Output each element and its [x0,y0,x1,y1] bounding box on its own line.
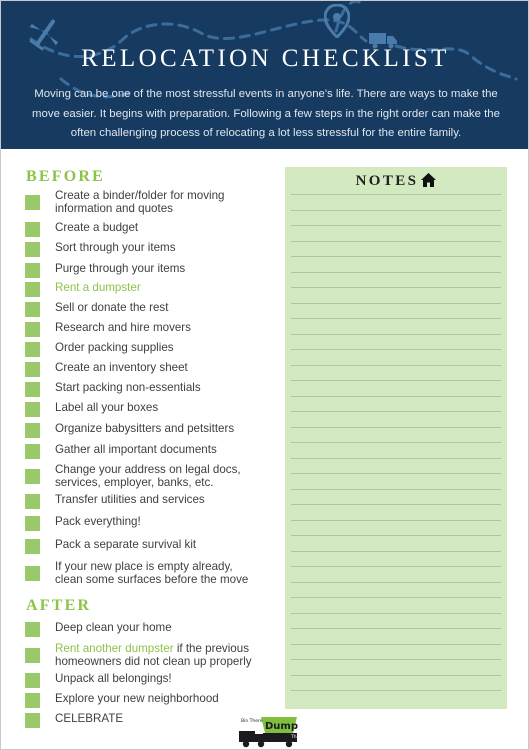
checklist-item-label [55,539,196,552]
notes-line [291,535,501,536]
label-text: Organize babysitters and petsitters [55,422,235,435]
label-text: Start packing non-essentials [55,381,201,394]
notes-title-text: NOTES [355,173,419,189]
notes-line [291,380,501,381]
label-text: Deep clean your home [55,621,172,634]
checkbox[interactable] [25,263,40,278]
checklist-item-label [55,302,168,315]
intro-paragraph: Moving can be one of the most stressful events in anyone's life. There are ways to make the move easier. It begins with preparation. Following a few steps in the right order can make the often challenging process of relocating a lot less stressful for the entire family. [32,88,500,139]
svg-text:Bin There: Bin There [241,719,263,724]
checklist-item-label [55,222,138,235]
checkbox[interactable] [25,342,40,357]
notes-line [291,241,501,242]
after-heading: AFTER [26,597,92,614]
notes-line [291,334,501,335]
page-title: RELOCATION CHECKLIST [81,45,450,72]
highlighted-text: Rent another dumpster [55,642,174,655]
checkbox[interactable] [25,713,40,728]
notes-line [291,473,501,474]
notes-line [291,597,501,598]
label-text: Research and hire movers [55,321,191,334]
notes-line [291,613,501,614]
notes-line [291,582,501,583]
label-text: Rent a dumpster [55,281,141,294]
label-text: Label all your boxes [55,401,159,414]
checkbox[interactable] [25,539,40,554]
notes-line [291,272,501,273]
checkbox[interactable] [25,693,40,708]
notes-panel [285,167,507,709]
checklist-item-label [55,342,174,355]
label-text: Pack a separate survival kit [55,538,197,551]
checkbox[interactable] [25,673,40,688]
notes-line [291,365,501,366]
label-text-line2: information and quotes [55,201,173,215]
label-text: Create an inventory sheet [55,361,188,374]
checklist-item-label [55,713,123,726]
checklist-item-label [55,643,252,668]
label-text: CELEBRATE [55,712,124,725]
svg-text:That: That [291,735,302,740]
checklist-item-label [55,402,158,415]
label-text-line2: homeowners did not clean up properly [55,654,252,668]
checkbox[interactable] [25,648,40,663]
home-icon [421,173,436,187]
checklist-item-label [55,242,176,255]
label-text: Transfer utilities and services [55,493,205,506]
header-banner [1,1,529,149]
label-text: Order packing supplies [55,341,174,354]
checkbox[interactable] [25,195,40,210]
checkbox[interactable] [25,362,40,377]
label-text: Pack everything! [55,515,141,528]
label-text-line2: clean some surfaces before the move [55,572,249,586]
checkbox[interactable] [25,423,40,438]
label-text: Sort through your items [55,241,176,254]
checkbox[interactable] [25,382,40,397]
svg-text:Dump: Dump [265,721,298,732]
checkbox[interactable] [25,302,40,317]
checkbox[interactable] [25,322,40,337]
label-text: Create a budget [55,221,139,234]
label-text: Change your address on legal docs, [55,463,241,476]
checklist-item-label [55,516,141,529]
checklist-item-label [55,322,191,335]
notes-line [291,318,501,319]
checklist-item-label [55,561,248,586]
label-text: Explore your new neighborhood [55,692,219,705]
checklist-item-label [55,693,219,706]
checkbox[interactable] [25,282,40,297]
notes-line [291,256,501,257]
notes-title [285,173,507,190]
notes-line [291,396,501,397]
checklist-item-label [55,263,185,276]
notes-line [291,287,501,288]
checkbox[interactable] [25,494,40,509]
notes-line [291,566,501,567]
checklist-item-label [55,622,172,635]
label-text: Unpack all belongings! [55,672,172,685]
checklist-item-label [55,362,188,375]
notes-line [291,411,501,412]
checklist-item-label [55,382,201,395]
notes-line [291,225,501,226]
notes-line [291,210,501,211]
notes-line [291,644,501,645]
checklist-item-label [55,282,141,295]
notes-line [291,675,501,676]
notes-line [291,427,501,428]
label-text: Sell or donate the rest [55,301,169,314]
checklist-item-label [55,673,172,686]
bin-there-dump-that-logo [235,713,305,749]
label-text: Create a binder/folder for moving [55,189,225,202]
checkbox[interactable] [25,222,40,237]
label-text: Purge through your items [55,262,186,275]
notes-line [291,520,501,521]
checklist-item-label [55,464,241,489]
notes-line [291,690,501,691]
notes-line [291,349,501,350]
label-text-line2: services, employer, banks, etc. [55,475,214,489]
map-pin-icon [324,4,350,38]
checkbox[interactable] [25,444,40,459]
notes-line [291,489,501,490]
checkbox[interactable] [25,622,40,637]
notes-line [291,504,501,505]
notes-line [291,458,501,459]
checkbox[interactable] [25,469,40,484]
checkbox[interactable] [25,242,40,257]
checklist-item-label [55,423,234,436]
notes-line [291,551,501,552]
label-text: if the previous [173,642,249,655]
label-text: Gather all important documents [55,443,217,456]
notes-line [291,659,501,660]
before-heading: BEFORE [26,168,105,185]
checkbox[interactable] [25,516,40,531]
checklist-item-label [55,190,225,215]
notes-line [291,303,501,304]
checklist-item-label [55,444,217,457]
label-text: If your new place is empty already, [55,560,233,573]
notes-line [291,628,501,629]
notes-line [291,194,501,195]
checkbox[interactable] [25,566,40,581]
checkbox[interactable] [25,402,40,417]
checklist-item-label [55,494,205,507]
notes-line [291,442,501,443]
